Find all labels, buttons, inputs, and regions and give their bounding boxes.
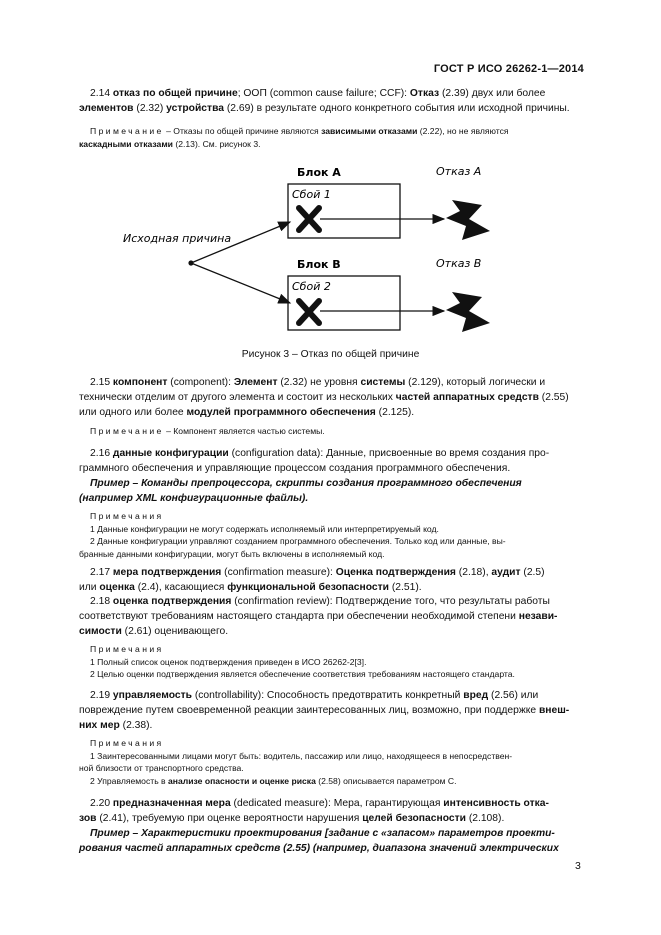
failure-b-lightning-icon [446,292,490,332]
page-number: 3 [575,860,581,872]
section-2-20: 2.20 предназначенная мера (dedicated measure): Мера, гарантирующая интенсивность отка- зов (2.41), требуемую при оценке вероятности нарушения целей безопасности (2.108). Пример – Характеристики проектирования [задание с «запасом» параметров проекти- рования частей аппаратных средств (2.55) (например, диапазона значений электрических [79,796,582,856]
branch-line-b [191,263,290,303]
example-2-20: Пример – Характеристики проектирования [задание с «запасом» параметров проекти- [90,828,555,839]
fault-2-cross-icon [299,301,319,323]
source-label: Исходная причина [123,232,232,245]
failure-b-label: Отказ В [436,257,482,270]
section-2-16: 2.16 данные конфигурации (configuration data): Данные, присвоенные во время создания про- граммного обеспечения и управляющие процессом создания программного обеспечения. Пример – Команды препроцессора, скрипты создания программного обеспечения (например XML конфигурационные файлы). [79,446,582,506]
block-a-label: Блок А [297,166,341,179]
term-dedicated-measure: предназначенная мера [112,798,231,809]
section-2-19: 2.19 управляемость (controllability): Способность предотвратить конкретный вред (2.56) или повреждение путем своевременной реакции заинтересованных лиц, возможно, при поддержке внеш- них мер (2.38). [79,690,570,731]
term-confirmation-review: оценка подтверждения [112,596,232,607]
section-2-15: 2.15 компонент (component): Элемент (2.32) не уровня системы (2.129), который логически и технически отделим от другого элемента и состоит из нескольких частей аппаратных средств (2.55) или одного или более модулей программного обеспечения (2.125). [79,377,569,418]
block-b-label: Блок В [297,258,341,271]
term-configuration-data: данные конфигурации [112,448,229,459]
example-2-16: Пример – Команды препроцессора, скрипты создания программного обеспечения [90,478,522,489]
term-common-cause-failure: отказ по общей причине [112,88,238,99]
term-controllability: управляемость [112,690,192,701]
figure-3-caption: Рисунок 3 – Отказ по общей причине [241,349,420,360]
document-header: ГОСТ Р ИСО 26262-1—2014 [433,63,584,75]
notes-2-18: Примечания 1 Полный список оценок подтверждения приведен в ИСО 26262-2[3]. 2 Целью оценки подтверждения является обеспечение соответствия требованиям настоящего стандарта. [90,644,515,679]
fault-2-label: Сбой 2 [292,280,331,293]
note-2-14: Примечание – Отказы по общей причине являются зависимыми отказами (2.22), но не являются каскадными отказами (2.13). См. рисунок 3. [79,126,509,149]
section-2-18: 2.18 оценка подтверждения (confirmation review): Подтверждение того, что результаты работы соответствуют требованиям настоящего стандарта при обеспечении необходимой степени незави- симости (2.61) оценивающего. [79,596,558,637]
failure-a-label: Отказ А [436,165,482,178]
notes-2-16: Примечания 1 Данные конфигурации не могут содержать исполняемый или интерпретируемый код. 2 Данные конфигурации управляют созданием программного обеспечения. Только код или данные, вы- бранные данными конфигурации, могут быть включены в исполняемый код. [79,511,506,559]
fault-1-label: Сбой 1 [292,188,331,201]
term-component: компонент [112,377,168,388]
failure-a-lightning-icon [446,200,490,240]
section-2-17: 2.17 мера подтверждения (confirmation measure): Оценка подтверждения (2.18), аудит (2.5) или оценка (2.4), касающиеся функциональной безопасности (2.51). [79,567,545,593]
note-2-15: Примечание – Компонент является частью системы. [90,426,325,436]
figure-3-diagram [0,160,661,340]
section-2-14: 2.14 отказ по общей причине; ООП (common cause failure; CCF): Отказ (2.39) двух или более элементов (2.32) устройства (2.69) в результате одного конкретного события или исходной причины. [79,88,570,114]
notes-2-19: Примечания 1 Заинтересованными лицами могут быть: водитель, пассажир или лицо, находящееся в непосредствен- ной близости от транспортного средства. 2 Управляемость в анализе опасности и оценке риска (2.58) описывается параметром С. [79,738,513,786]
term-confirmation-measure: мера подтверждения [112,567,222,578]
fault-1-cross-icon [299,208,319,230]
